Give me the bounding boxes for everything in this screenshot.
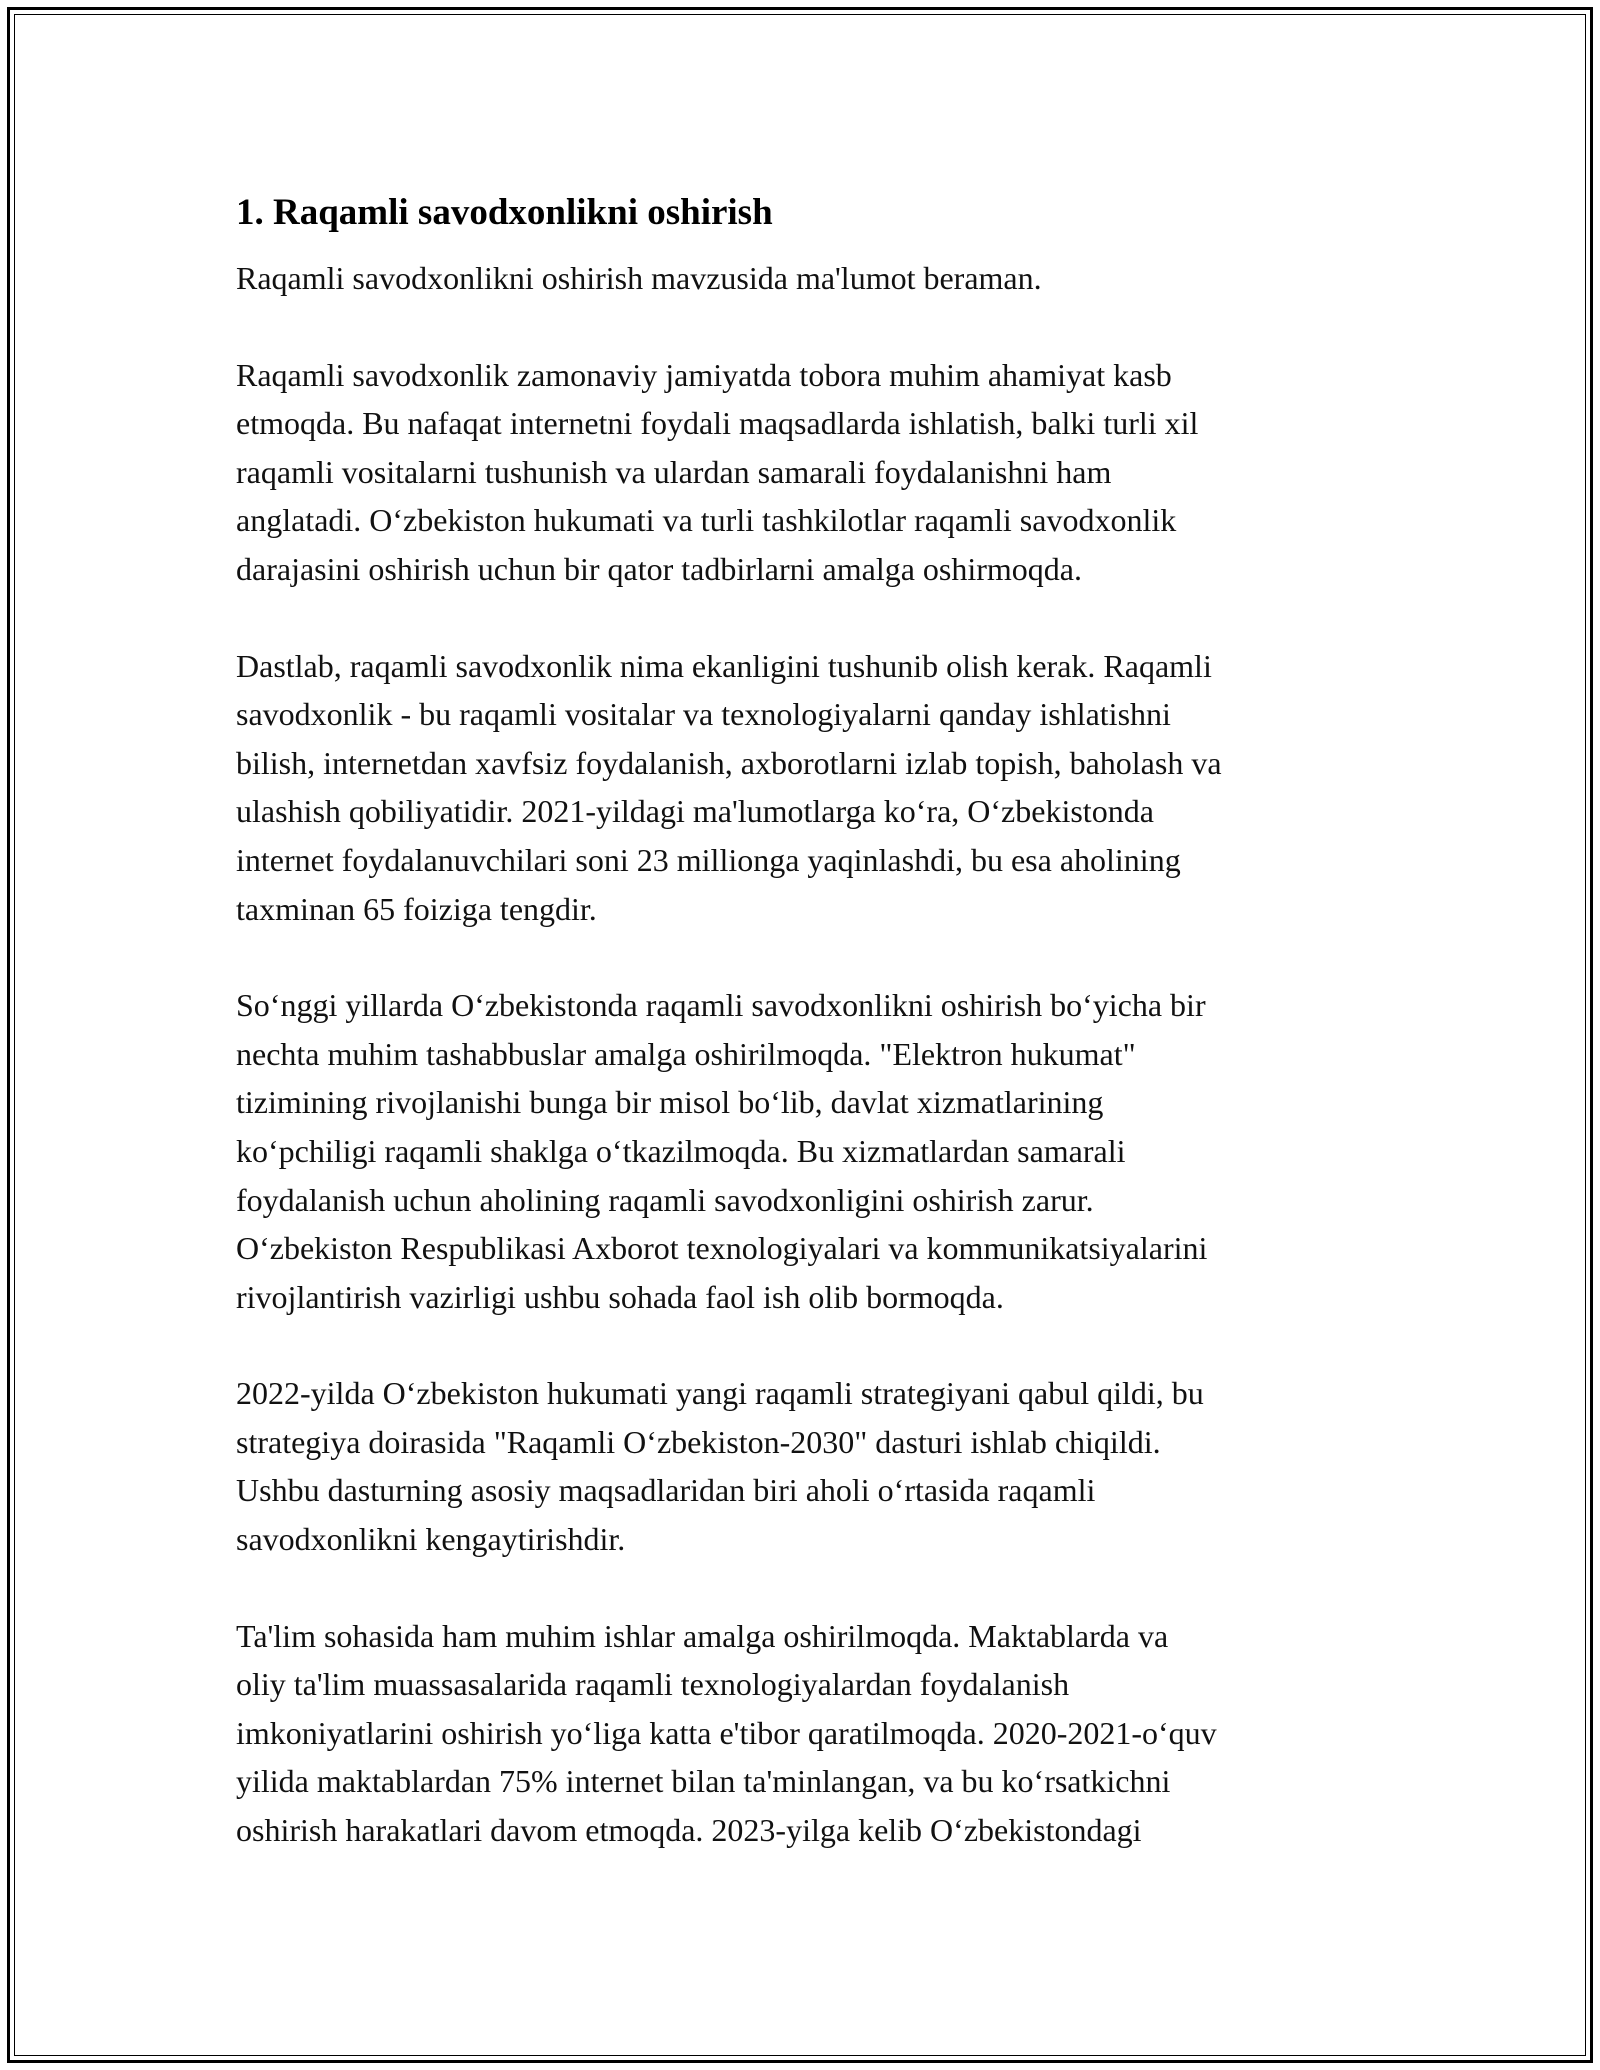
document-body: [236, 186, 1376, 1903]
document-title: 1. Raqamli savodxonlikni oshirish: [236, 192, 773, 233]
paragraph-strategy: 2022-yilda O‘zbekiston hukumati yangi raqamli strategiyani qabul qildi, bu strategiya doirasida "Raqamli O‘zbekiston-2030" dasturi ishlab chiqildi. Ushbu dasturning asosiy maqsadlaridan biri aholi o‘rtasida raqamli savodxonlikni kengaytirishdir.: [236, 1375, 1204, 1558]
paragraph-definition: Dastlab, raqamli savodxonlik nima ekanligini tushunib olish kerak. Raqamli savodxonlik - bu raqamli vositalar va texnologiyalarni qanday ishlatishni bilish, internetdan xavfsiz foydalanish, axborotlarni izlab topish, baholash va ulashish qobiliyatidir. 2021-yildagi ma'lumotlarga ko‘ra, O‘zbekistonda internet foydalanuvchilari soni 23 millionga yaqinlashdi, bu esa aholining taxminan 65 foiziga tengdir.: [236, 647, 1222, 927]
paragraph-importance: Raqamli savodxonlik zamonaviy jamiyatda tobora muhim ahamiyat kasb etmoqda. Bu nafaqat internetni foydali maqsadlarda ishlatish, balki turli xil raqamli vositalarni tushunish va ulardan samarali foydalanishni ham anglatadi. O‘zbekiston hukumati va turli tashkilotlar raqamli savodxonlik darajasini oshirish uchun bir qator tadbirlarni amalga oshirmoqda.: [236, 356, 1199, 587]
paragraph-initiatives: So‘nggi yillarda O‘zbekistonda raqamli savodxonlikni oshirish bo‘yicha bir nechta muhim tashabbuslar amalga oshirilmoqda. "Elektron hukumat" tizimining rivojlanishi bunga bir misol bo‘lib, davlat xizmatlarining ko‘pchiligi raqamli shaklga o‘tkazilmoqda. Bu xizmatlardan samarali foydalanish uchun aholining raqamli savodxonligini oshirish zarur. O‘zbekiston Respublikasi Axborot texnologiyalari va kommunikatsiyalarini rivojlantirish vazirligi ushbu sohada faol ish olib bormoqda.: [236, 987, 1208, 1315]
paragraph-intro: Raqamli savodxonlikni oshirish mavzusida ma'lumot beraman.: [236, 260, 1042, 296]
paragraph-education: Ta'lim sohasida ham muhim ishlar amalga oshirilmoqda. Maktablarda va oliy ta'lim muassasalarida raqamli texnologiyalardan foydalanish imkoniyatlarini oshirish yo‘liga katta e'tibor qaratilmoqda. 2020-2021-o‘quv yilida maktablardan 75% internet bilan ta'minlangan, va bu ko‘rsatkichni oshirish harakatlari davom etmoqda. 2023-yilga kelib O‘zbekistondagi: [236, 1617, 1217, 1849]
